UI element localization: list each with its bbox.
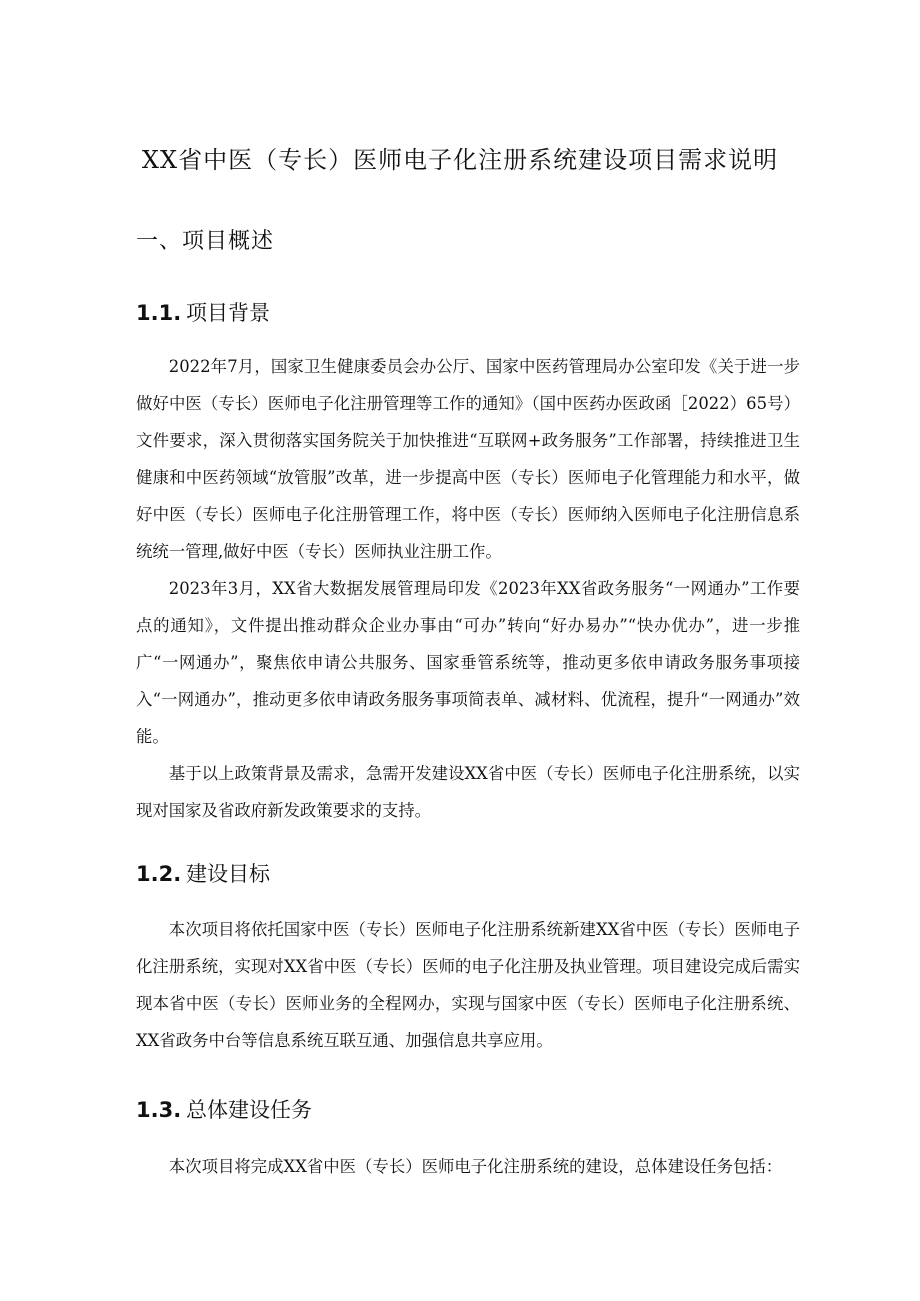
subsection-number: 1.1. [136, 301, 182, 325]
paragraph-background-3: 基于以上政策背景及需求，急需开发建设XX省中医（专长）医师电子化注册系统，以实现对国家及省政府新发政策要求的支持。 [136, 764, 800, 820]
subsection-label: 建设目标 [186, 862, 270, 886]
subsection-label: 总体建设任务 [186, 1098, 312, 1122]
paragraph-goals-1: 本次项目将依托国家中医（专长）医师电子化注册系统新建XX省中医（专长）医师电子化注册系统，实现对XX省中医（专长）医师的电子化注册及执业管理。项目建设完成后需实现本省中医（专长）医师业务的全程网办，实现与国家中医（专长）医师电子化注册系统、XX省政务中台等信息系统互联互通、加强信息共享应用。 [136, 920, 800, 1050]
paragraph-background-1: 2022年7月，国家卫生健康委员会办公厅、国家中医药管理局办公室印发《关于进一步做好中医（专长）医师电子化注册管理等工作的通知》（国中医药办医政函［2022）65号）文件要求，深入贯彻落实国务院关于加快推进“互联网+政务服务”工作部署，持续推进卫生健康和中医药领域“放管服”改革，进一步提高中医（专长）医师电子化管理能力和水平，做好中医（专长）医师电子化注册管理工作，将中医（专长）医师纳入医师电子化注册信息系统统一管理,做好中医（专长）医师执业注册工作。 [136, 357, 800, 561]
subsection-heading-goals [136, 858, 270, 888]
subsection-heading-background [136, 297, 270, 327]
subsection-label: 项目背景 [186, 301, 270, 325]
paragraph-background-2: 2023年3月，XX省大数据发展管理局印发《2023年XX省政务服务“一网通办”工作要点的通知》，文件提出推动群众企业办事由“可办”转向“好办易办”“快办优办”，进一步推广“一网通办”，聚焦依申请公共服务、国家垂管系统等，推动更多依申请政务服务事项接入“一网通办”，推动更多依申请政务服务事项简表单、减材料、优流程，提升“一网通办”效能。 [136, 579, 800, 746]
subsection-number: 1.3. [136, 1098, 182, 1122]
subsection-heading-tasks [136, 1094, 312, 1124]
subsection-number: 1.2. [136, 862, 182, 886]
document-title: XX省中医（专长）医师电子化注册系统建设项目需求说明 [141, 146, 779, 174]
section-heading-overview: 一、项目概述 [136, 229, 275, 254]
paragraph-tasks-1: 本次项目将完成XX省中医（专长）医师电子化注册系统的建设，总体建设任务包括： [168, 1157, 783, 1176]
